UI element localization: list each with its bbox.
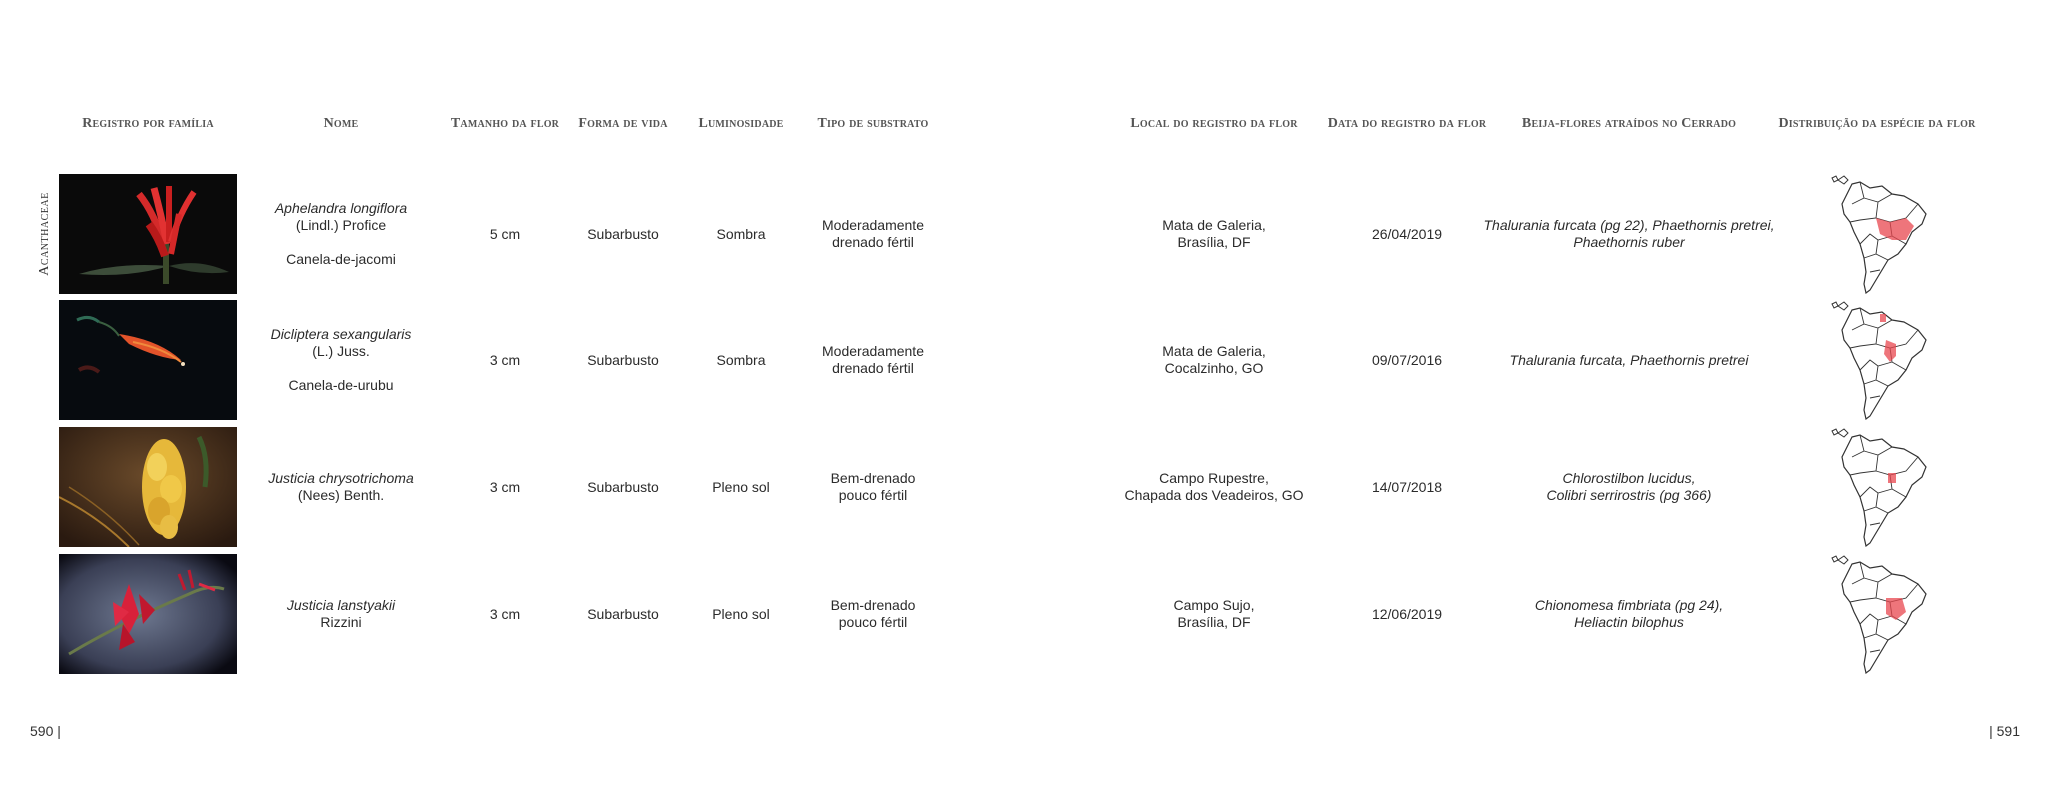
- birds-line-2: Heliactin bilophus: [1574, 614, 1684, 630]
- scientific-name: Justicia lanstyakii: [286, 597, 396, 613]
- location-line-1: Mata de Galeria,: [1162, 343, 1266, 359]
- species-row: [0, 427, 2048, 547]
- life-form-cell: Subarbusto: [587, 605, 659, 622]
- light-cell: Pleno sol: [712, 605, 770, 622]
- substrate-cell: [831, 427, 916, 547]
- light-cell: Pleno sol: [712, 478, 770, 495]
- light-cell: Sombra: [716, 225, 766, 242]
- name-cell: [271, 300, 412, 420]
- birds-line-1: Thalurania furcata (pg 22), Phaethornis pretrei,: [1483, 217, 1775, 233]
- substrate-line-1: Moderadamente: [822, 217, 924, 233]
- common-name: Canela-de-urubu: [288, 377, 394, 393]
- substrate-line-2: pouco fértil: [838, 614, 908, 630]
- location-line-2: Brasília, DF: [1177, 614, 1251, 630]
- size-cell: 3 cm: [489, 478, 521, 495]
- date-cell: 12/06/2019: [1371, 605, 1443, 622]
- substrate-cell: [822, 300, 924, 420]
- substrate-line-1: Bem-drenado: [830, 470, 916, 486]
- date-cell: 14/07/2018: [1371, 478, 1443, 495]
- author: Rizzini: [320, 614, 362, 630]
- substrate-line-2: drenado fértil: [832, 234, 914, 250]
- substrate-line-1: Moderadamente: [822, 343, 924, 359]
- flower-photo: [59, 300, 237, 420]
- birds-line-2: Phaethornis ruber: [1573, 234, 1685, 250]
- hummingbirds-cell: [1510, 300, 1749, 420]
- header-hummingbirds: Beija-flores atraídos no Cerrado: [1521, 116, 1737, 131]
- location-line-2: Cocalzinho, GO: [1164, 360, 1264, 376]
- birds-line-1: Chionomesa fimbriata (pg 24),: [1534, 597, 1724, 613]
- location-cell: [1124, 427, 1303, 547]
- life-form-cell: Subarbusto: [587, 478, 659, 495]
- distribution-map: [1830, 427, 1940, 547]
- birds-line-2: Colibri serrirostris (pg 366): [1546, 487, 1712, 503]
- hummingbirds-cell: [1535, 554, 1723, 674]
- location-line-2: Brasília, DF: [1177, 234, 1251, 250]
- header-date: Data do registro da flor: [1327, 116, 1487, 131]
- header-light: Luminosidade: [698, 116, 784, 131]
- scientific-name: Justicia chrysotrichoma: [268, 470, 414, 486]
- light-cell: Sombra: [716, 351, 766, 368]
- flower-photo: [59, 174, 237, 294]
- name-cell: [287, 554, 395, 674]
- header-name: Nome: [323, 116, 359, 131]
- scientific-name: Dicliptera sexangularis: [270, 326, 412, 342]
- distribution-map: [1830, 554, 1940, 674]
- page-number-right: | 591: [1989, 723, 2020, 739]
- species-row: [0, 554, 2048, 674]
- distribution-map: [1830, 300, 1940, 420]
- substrate-cell: [822, 174, 924, 294]
- species-row: [0, 300, 2048, 420]
- size-cell: 3 cm: [489, 605, 521, 622]
- date-cell: 26/04/2019: [1371, 225, 1443, 242]
- birds-line-1: Chlorostilbon lucidus,: [1562, 470, 1696, 486]
- location-line-2: Chapada dos Veadeiros, GO: [1124, 487, 1304, 503]
- header-size: Tamanho da flor: [450, 116, 560, 131]
- author: (Lindl.) Profice: [295, 217, 387, 233]
- substrate-line-2: drenado fértil: [832, 360, 914, 376]
- name-cell: [275, 174, 407, 294]
- header-location: Local do registro da flor: [1130, 116, 1298, 131]
- name-cell: [268, 427, 414, 547]
- common-name: Canela-de-jacomi: [286, 251, 396, 267]
- author: (L.) Juss.: [312, 343, 370, 359]
- size-cell: 5 cm: [489, 225, 521, 242]
- location-line-1: Mata de Galeria,: [1162, 217, 1266, 233]
- header-distribution: Distribuição da espécie da flor: [1778, 116, 1976, 131]
- location-cell: [1162, 300, 1266, 420]
- header-family: Registro por família: [82, 116, 214, 131]
- flower-photo: [59, 554, 237, 674]
- size-cell: 3 cm: [489, 351, 521, 368]
- date-cell: 09/07/2016: [1371, 351, 1443, 368]
- author: (Nees) Benth.: [297, 487, 385, 503]
- location-line-1: Campo Sujo,: [1173, 597, 1255, 613]
- location-cell: [1174, 554, 1255, 674]
- header-substrate: Tipo de substrato: [817, 116, 929, 131]
- substrate-line-1: Bem-drenado: [830, 597, 916, 613]
- location-line-1: Campo Rupestre,: [1159, 470, 1269, 486]
- life-form-cell: Subarbusto: [587, 225, 659, 242]
- header-life-form: Forma de vida: [578, 116, 668, 131]
- substrate-line-2: pouco fértil: [838, 487, 908, 503]
- scientific-name: Aphelandra longiflora: [274, 200, 408, 216]
- birds-line-1: Thalurania furcata, Phaethornis pretrei: [1509, 351, 1749, 368]
- flower-photo: [59, 427, 237, 547]
- hummingbirds-cell: [1547, 427, 1712, 547]
- family-name: Acanthaceae: [37, 192, 52, 276]
- location-cell: [1162, 174, 1266, 294]
- species-row: [0, 174, 2048, 294]
- substrate-cell: [831, 554, 916, 674]
- hummingbirds-cell: [1483, 174, 1774, 294]
- distribution-map: [1830, 174, 1940, 294]
- page-number-left: 590 |: [30, 723, 61, 739]
- life-form-cell: Subarbusto: [587, 351, 659, 368]
